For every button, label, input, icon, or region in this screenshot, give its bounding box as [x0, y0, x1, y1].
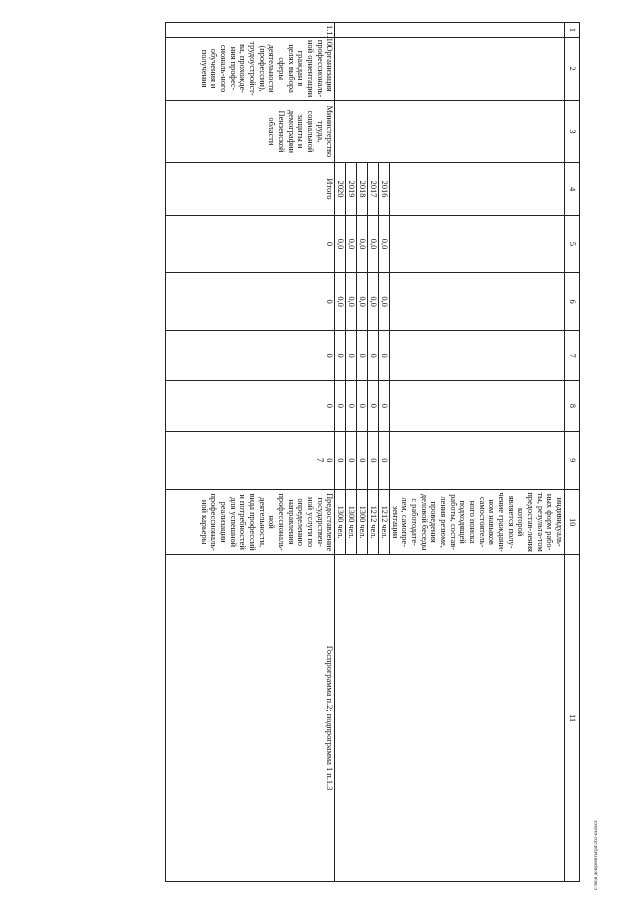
value-cell: 0 — [357, 381, 368, 431]
year-cell: 2020 — [335, 163, 346, 215]
value-cell: 0,0 — [379, 273, 390, 331]
value-cell: 0 — [368, 381, 379, 431]
value-cell: 0 — [379, 330, 390, 380]
value-cell: 0 — [357, 330, 368, 380]
footer-file-path: c:\мои документы\pd\161-ш.docx — [594, 820, 599, 890]
col-header-3: 3 — [565, 100, 580, 163]
value-cell: 0 — [346, 330, 357, 380]
item-indicator: Предоставление государствен-ной услуги по определению направления профессиональ-ной деятельности, вида профессий и потребностей для успешной реализации профессиональ-ной карьеры — [166, 490, 335, 555]
year-cell: 2016 — [379, 163, 390, 215]
value-cell: 0,0 — [379, 215, 390, 273]
value-cell: 0,0 — [335, 273, 346, 331]
value-cell: 0,0 — [357, 273, 368, 331]
column-number-row — [565, 23, 580, 882]
item-program-link: Госпрограмма п.2; подпрограмма 1 п.1.3 — [166, 555, 335, 882]
col-header-9: 9 — [565, 431, 580, 490]
col-header-5: 5 — [565, 215, 580, 273]
value-cell: 0 — [368, 431, 379, 490]
value-cell: 0 — [379, 431, 390, 490]
value-cell: 0,0 — [357, 215, 368, 273]
value-cell: 1212 чел. — [368, 490, 379, 555]
value-cell: 0 — [335, 431, 346, 490]
indicator-continuation: индивидуаль-ных форм рабо-ты, результа-том предостав-ления которой является полу-чение граждани-ном навыков самостоятель-ного поиска подходящей работы, состав-ления резюме, проведения деловой беседы с работодате-лем, самопре-зентации — [390, 490, 565, 555]
value-cell: 1300 чел. — [335, 490, 346, 555]
col-header-11: 11 — [565, 555, 580, 882]
col-header-2: 2 — [565, 37, 580, 100]
value-cell: 0,0 — [368, 215, 379, 273]
value-cell: 1300 чел. — [357, 490, 368, 555]
program-table — [165, 22, 580, 882]
year-cell: 2017 — [368, 163, 379, 215]
value-cell: 0 — [346, 431, 357, 490]
value-cell: 0,0 — [346, 215, 357, 273]
value-cell: 0 — [357, 431, 368, 490]
value-cell: 0 — [379, 381, 390, 431]
year-cell: 2018 — [357, 163, 368, 215]
value-cell: 0 — [166, 273, 335, 331]
item-name: Организация профессиональ-ной ориентации граждан в целях выбора сферы деятельности (профессии), трудоустройст-ва, прохожде-ния профес-сиональ-ного обучения и получения — [166, 37, 335, 100]
col-header-1: 1 — [565, 23, 580, 38]
item-number: 1.1.10. — [166, 23, 335, 38]
rotated-table-page — [50, 22, 580, 882]
value-cell: 0 — [368, 330, 379, 380]
value-cell: 0 — [335, 381, 346, 431]
value-cell: 0 — [166, 431, 335, 490]
col-header-4: 4 — [565, 163, 580, 215]
value-cell: 1212 чел. — [379, 490, 390, 555]
value-cell: 0 — [166, 330, 335, 380]
value-cell: 0,0 — [368, 273, 379, 331]
value-cell: 0,0 — [335, 215, 346, 273]
value-cell: 1300 чел. — [346, 490, 357, 555]
col-header-6: 6 — [565, 273, 580, 331]
page-number: 7 — [315, 457, 325, 463]
item-executor: Министерство труда, социальной защиты и демографии Пензенской области — [166, 100, 335, 163]
value-cell: 0 — [166, 215, 335, 273]
continuation-row — [390, 23, 565, 882]
col-header-10: 10 — [565, 490, 580, 555]
value-cell: 0,0 — [346, 273, 357, 331]
year-cell: 2019 — [346, 163, 357, 215]
item-row — [166, 23, 335, 882]
total-label: Итого — [166, 163, 335, 215]
col-header-8: 8 — [565, 381, 580, 431]
col-header-7: 7 — [565, 330, 580, 380]
value-cell: 0 — [346, 381, 357, 431]
value-cell: 0 — [335, 330, 346, 380]
value-cell: 0 — [166, 381, 335, 431]
